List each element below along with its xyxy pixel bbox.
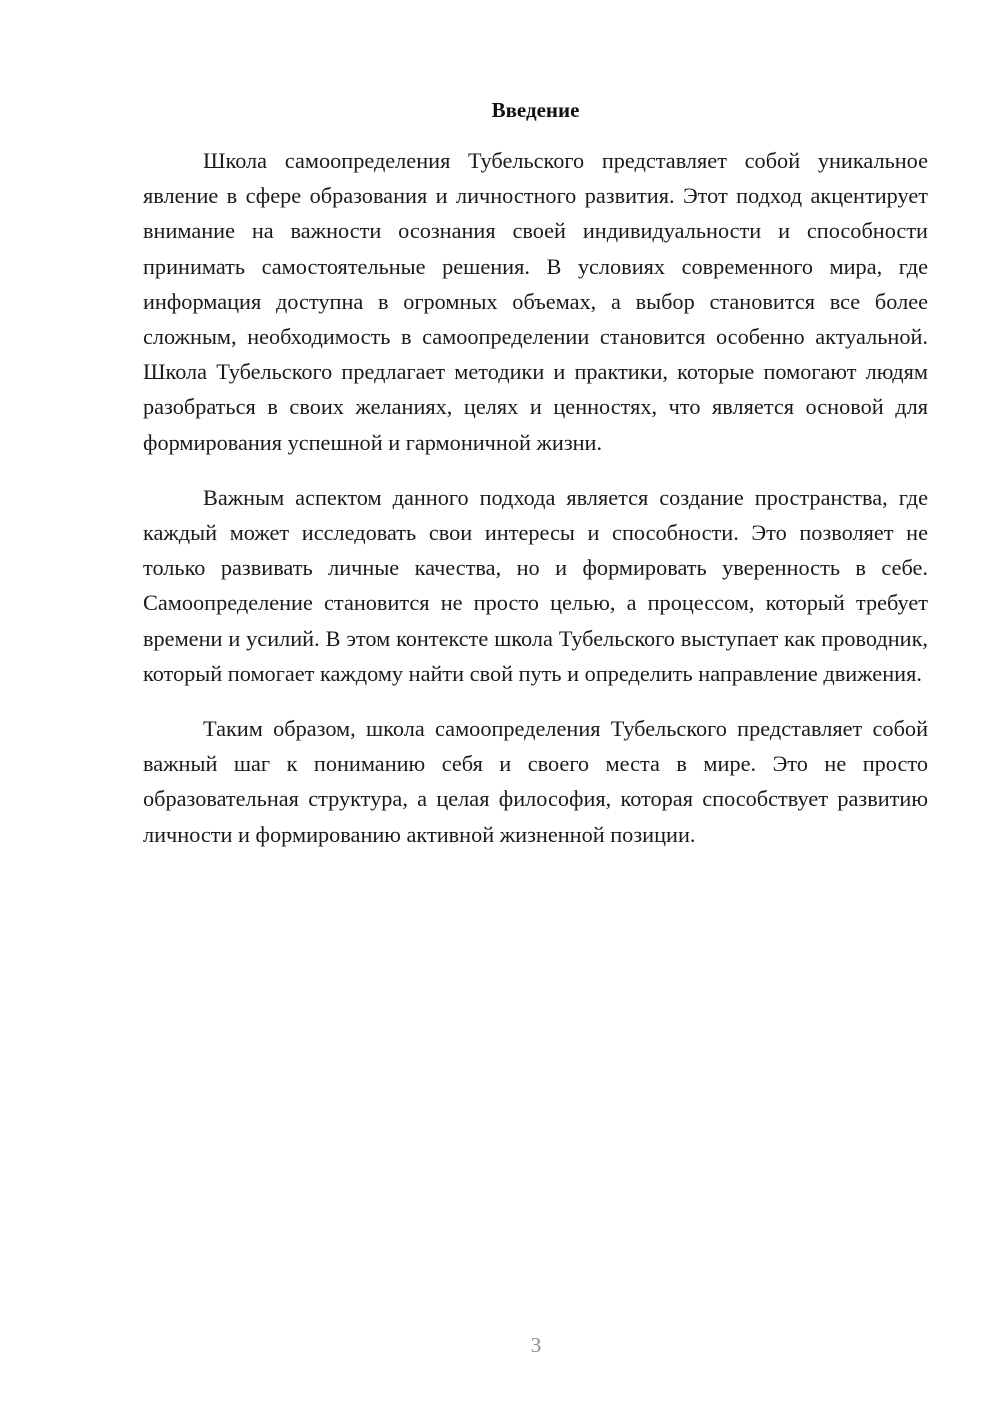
document-page [143,95,928,872]
section-title: Введение [491,98,580,122]
paragraph-3: Таким образом, школа самоопределения Тубельского представляет собой важный шаг к пониманию себя и своего места в мире. Это не просто образовательная структура, а целая философия, которая способствует развитию личности и формированию активной жизненной позиции. [143,716,928,847]
paragraph-2: Важным аспектом данного подхода является создание пространства, где каждый может исследовать свои интересы и способности. Это позволяет не только развивать личные качества, но и формировать уверенность в себе. Самоопределение становится не просто целью, а процессом, который требует времени и усилий. В этом контексте школа Тубельского выступает как проводник, который помогает каждому найти свой путь и определить направление движения. [143,484,928,686]
paragraph-1: Школа самоопределения Тубельского представляет собой уникальное явление в сфере образования и личностного развития. Этот подход акцентирует внимание на важности осознания своей индивидуальности и способности принимать самостоятельные решения. В условиях современного мира, где информация доступна в огромных объемах, а выбор становится все более сложным, необходимость в самоопределении становится особенно актуальной. Школа Тубельского предлагает методики и практики, которые помогают людям разобраться в своих желаниях, целях и ценностях, что является основой для формирования успешной и гармоничной жизни. [143,148,928,455]
page-number: 3 [530,1333,542,1357]
